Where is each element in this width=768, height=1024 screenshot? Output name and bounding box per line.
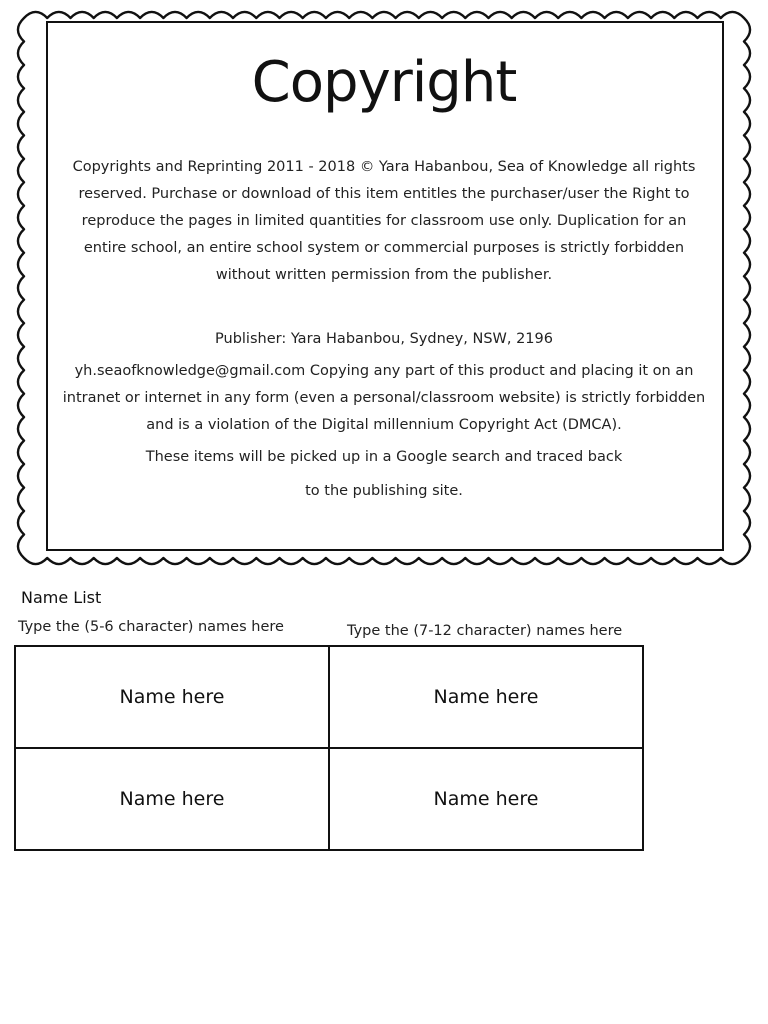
- contact-paragraph: yh.seaofknowledge@gmail.com Copying any part of this product and placing it on an intranet or internet in any form (even a personal/classroom website) is strictly forbidden and is a violation of the Digital millennium Copyright Act (DMCA).: [62, 363, 706, 433]
- short-names-hint: Type the (5-6 character) names here: [18, 619, 284, 635]
- publisher-line: Publisher: Yara Habanbou, Sydney, NSW, 2196: [215, 331, 553, 347]
- names-table: [14, 645, 644, 851]
- copyright-panel: [40, 20, 728, 550]
- table-row: [15, 748, 643, 850]
- name-cell-long-2[interactable]: Name here: [329, 748, 643, 850]
- rights-paragraph: Copyrights and Reprinting 2011 - 2018 © Yara Habanbou, Sea of Knowledge all rights reserved. Purchase or download of this item entitles the purchaser/user the Right to reproduce the pages in limited quantities for classroom use only. Duplication for an entire school, an entire school system or commercial purposes is strictly forbidden without written permission from the publisher.: [72, 159, 696, 283]
- name-list-heading: Name List: [21, 588, 102, 607]
- search-notice-line-1: These items will be picked up in a Google search and traced back: [145, 449, 623, 465]
- table-row: [15, 646, 643, 748]
- name-cell-long-1[interactable]: Name here: [329, 646, 643, 748]
- page-title: Copyright: [251, 50, 517, 115]
- name-cell-short-2[interactable]: Name here: [15, 748, 329, 850]
- search-notice-line-2: to the publishing site.: [305, 483, 463, 499]
- name-cell-short-1[interactable]: Name here: [15, 646, 329, 748]
- long-names-hint: Type the (7-12 character) names here: [347, 623, 623, 639]
